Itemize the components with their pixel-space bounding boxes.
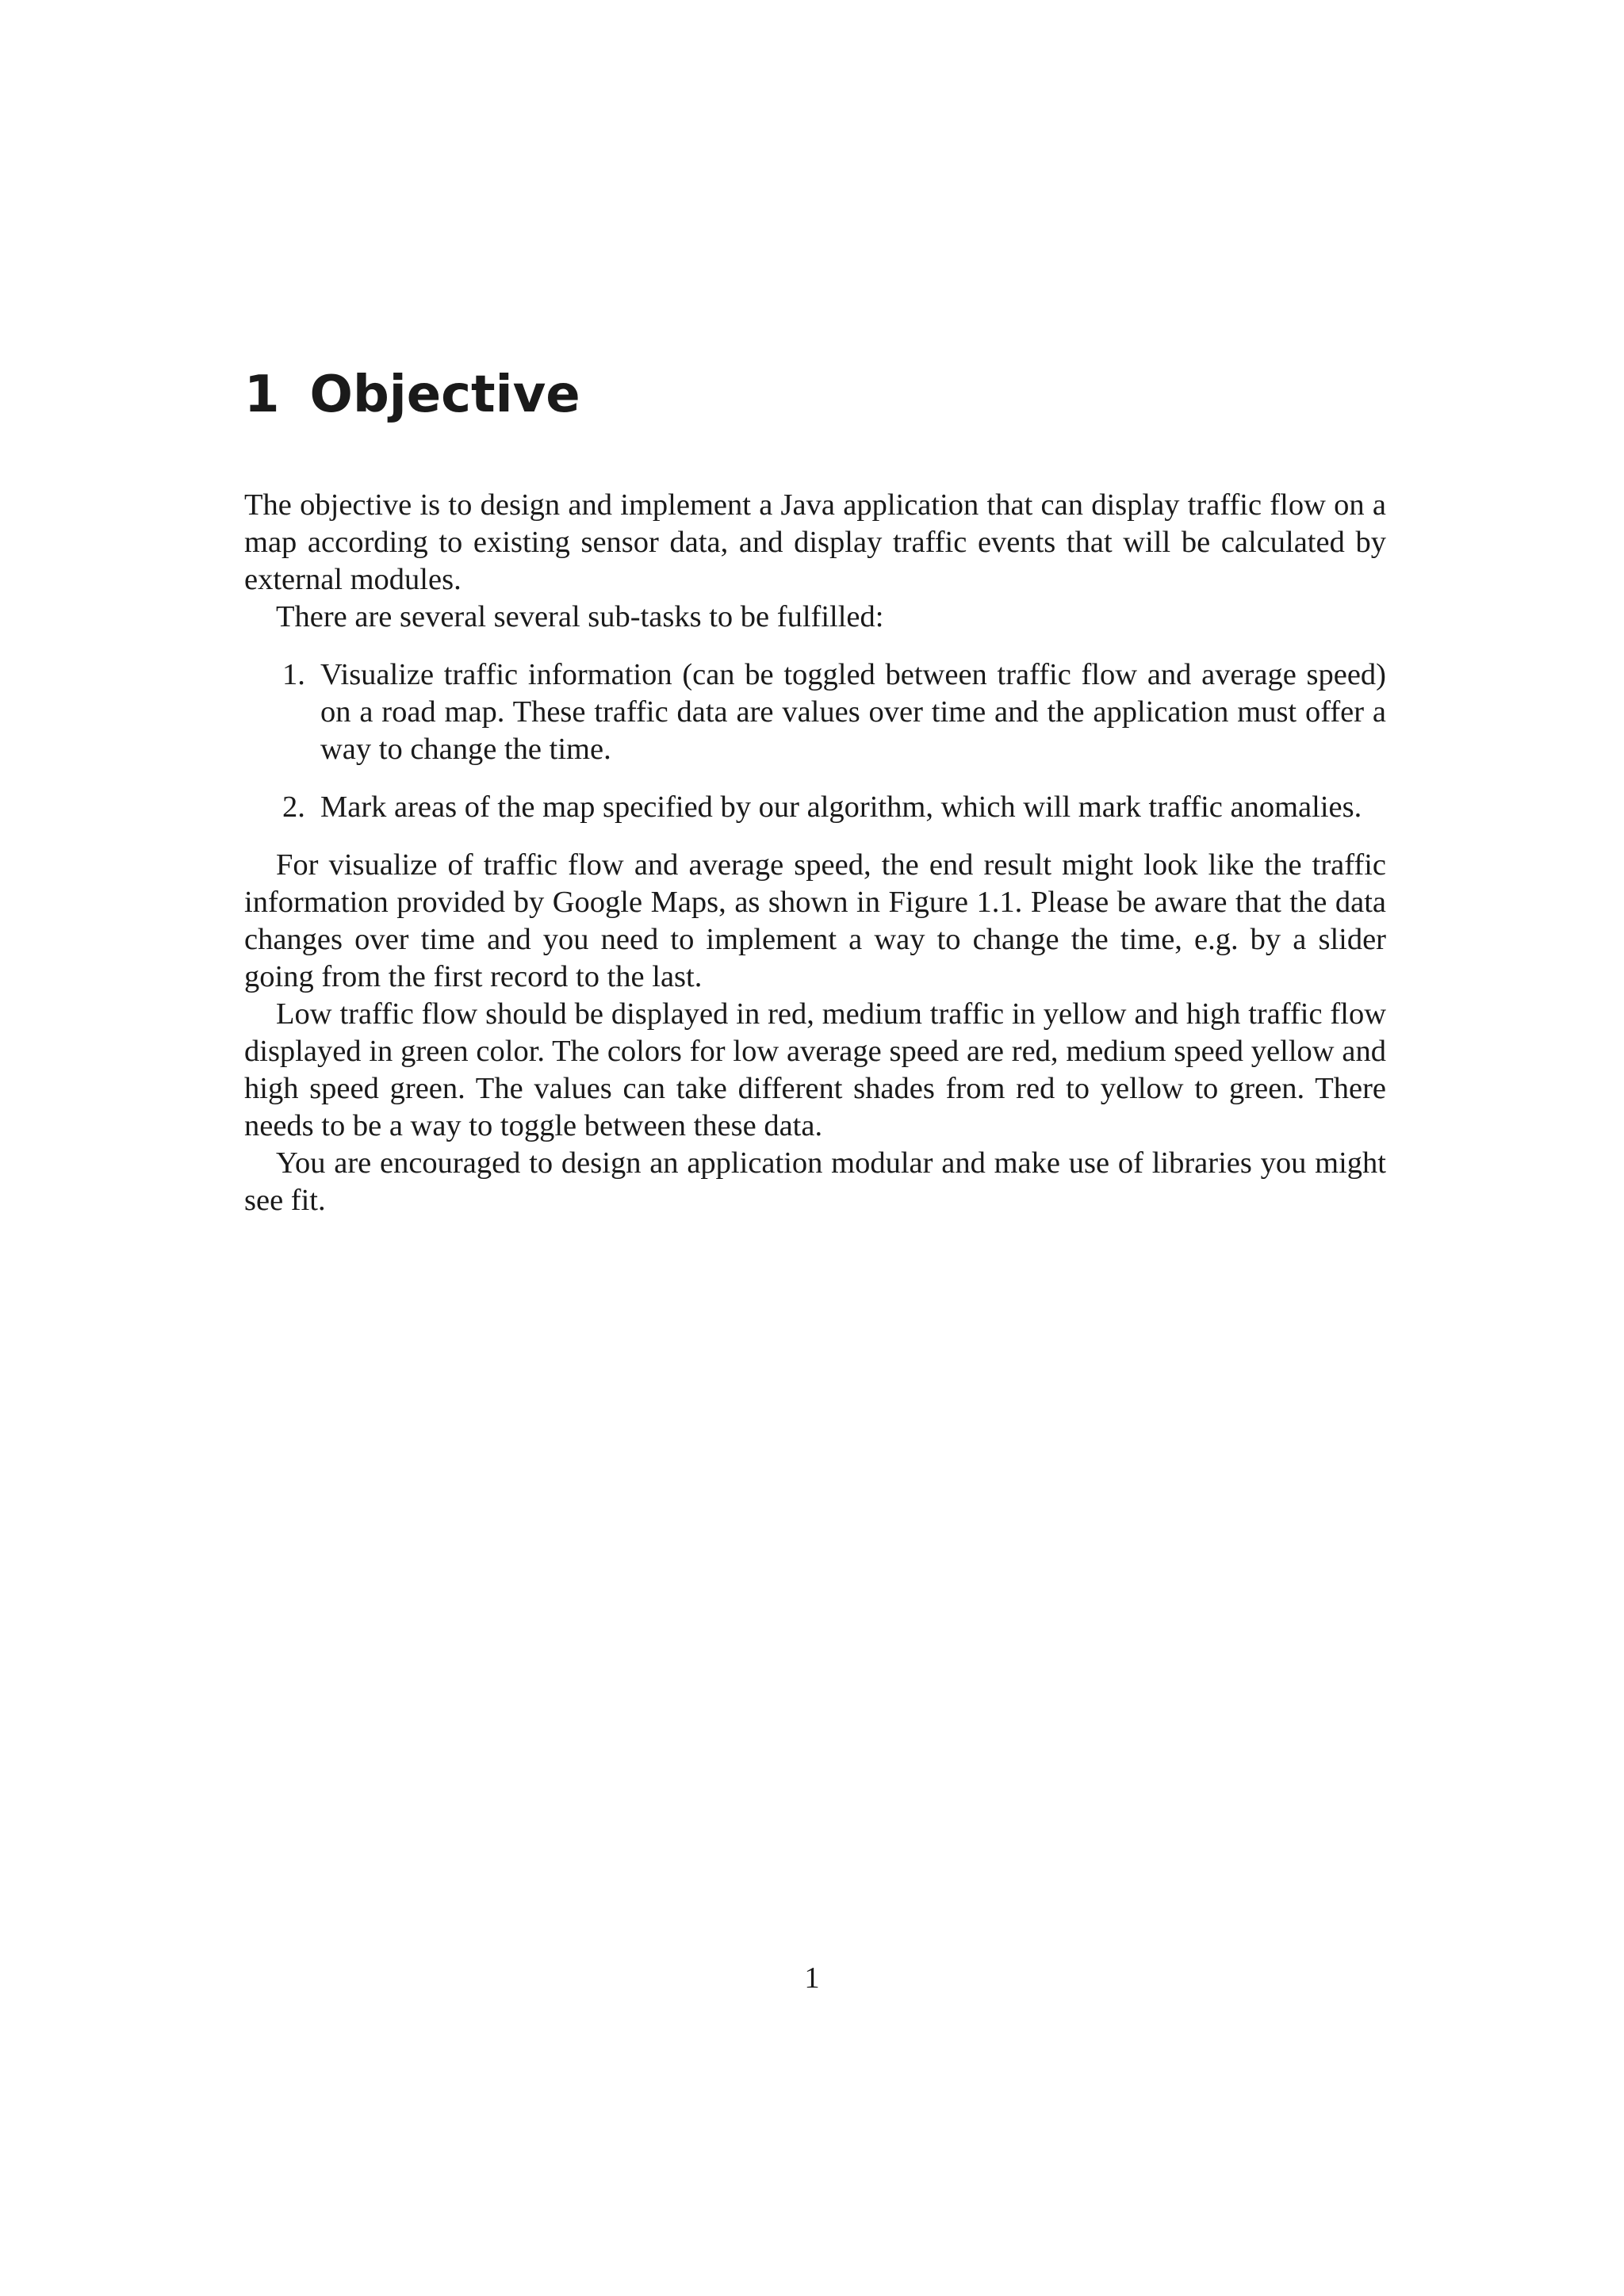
list-item-number: 1. [282, 658, 305, 691]
page-number: 1 [804, 1961, 820, 1995]
intro-paragraph: The objective is to design and implement a Java application that can display traffic flow on a map according to existing sensor data, and display traffic events that will be calculated by external modules. [244, 488, 1386, 596]
subtask-list [244, 656, 1386, 826]
list-item-text: Mark areas of the map specified by our algorithm, which will mark traffic anomalies. [320, 790, 1362, 824]
section-number: 1 [244, 365, 280, 424]
section-title: Objective [309, 365, 580, 424]
list-item-text: Visualize traffic information (can be toggled between traffic flow and average speed) on a road map. These traffic data are values over time and the application must offer a way to change the time. [320, 658, 1386, 766]
section-body [244, 487, 1386, 1219]
list-item-number: 2. [282, 790, 305, 824]
colors-paragraph: Low traffic flow should be displayed in red, medium traffic in yellow and high traffic flow displayed in green color. The colors for low average speed are red, medium speed yellow and high speed green. The values can take different shades from red to yellow to green. There needs to be a way to toggle between these data. [244, 997, 1386, 1142]
list-item [244, 789, 1386, 826]
subtasks-intro-paragraph: There are several several sub-tasks to be fulfilled: [276, 600, 884, 633]
encouraged-paragraph: You are encouraged to design an application modular and make use of libraries you might see fit. [244, 1146, 1386, 1217]
list-item [244, 656, 1386, 768]
visualize-paragraph: For visualize of traffic flow and average speed, the end result might look like the traffic information provided by Google Maps, as shown in Figure 1.1. Please be aware that the data changes over time and you need to implement a way to change the time, e.g. by a slider going from the first record to the last. [244, 848, 1386, 993]
section-heading [244, 363, 580, 427]
